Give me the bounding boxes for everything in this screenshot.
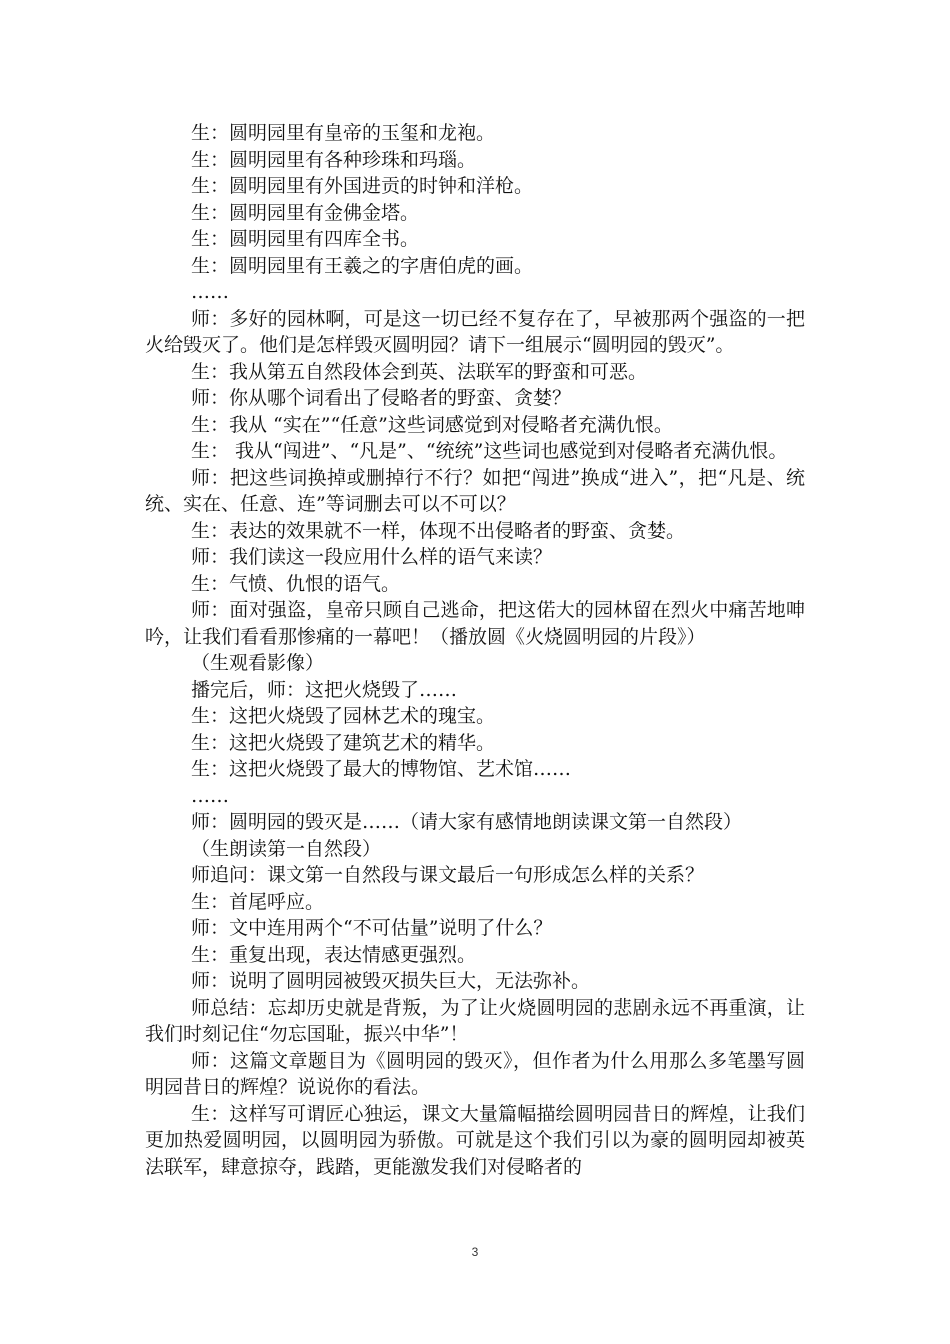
paragraph: 生： 我从“闯进”、“凡是”、“统统”这些词也感觉到对侵略者充满仇恨。 [191, 440, 788, 462]
paragraph: …… [191, 784, 229, 807]
paragraph: 生：重复出现，表达情感更强烈。 [191, 943, 477, 966]
paragraph: 生：我从 “实在”“任意”这些词感觉到对侵略者充满仇恨。 [191, 413, 673, 436]
paragraph: 生：圆明园里有金佛金塔。 [191, 201, 420, 224]
paragraph: 师总结：忘却历史就是背叛，为了让火烧圆明园的悲剧永远不再重演，让我们时刻记住“勿忘国耻，振兴中华”！ [145, 996, 805, 1045]
paragraph: 生：我从第五自然段体会到英、法联军的野蛮和可恶。 [191, 360, 648, 383]
paragraph: 生：圆明园里有各种珍珠和玛瑙。 [191, 148, 477, 171]
paragraph: 师：说明了圆明园被毁灭损失巨大，无法弥补。 [191, 970, 591, 992]
page-number: 3 [471, 1245, 479, 1259]
paragraph: 生：圆明园里有王羲之的字唐伯虎的画。 [191, 254, 534, 277]
paragraph: 生：表达的效果就不一样，体现不出侵略者的野蛮、贪婪。 [191, 519, 686, 542]
paragraph: 师：把这些词换掉或删掉行不行？如把“闯进”换成“进入”，把“凡是、统统、实在、任意、连”等词删去可以不可以？ [145, 466, 805, 515]
paragraph: 师追问：课文第一自然段与课文最后一句形成怎么样的关系？ [191, 864, 705, 886]
paragraph: （生朗读第一自然段） [191, 837, 382, 860]
paragraph: 生：这把火烧毁了园林艺术的瑰宝。 [191, 705, 496, 727]
paragraph: 生：圆明园里有皇帝的玉玺和龙袍。 [191, 122, 496, 144]
paragraph: 生：气愤、仇恨的语气。 [191, 572, 401, 595]
paragraph: 师：我们读这一段应用什么样的语气来读？ [191, 546, 553, 568]
document-body [145, 120, 805, 1180]
paragraph: 生：这样写可谓匠心独运，课文大量篇幅描绘圆明园昔日的辉煌，让我们更加热爱圆明园，以圆明园为骄傲。可就是这个我们引以为豪的圆明园却被英法联军，肆意掠夺，践踏，更能激发我们对侵略者的 [145, 1102, 805, 1178]
paragraph: 生：首尾呼应。 [191, 890, 325, 913]
paragraph: 生：圆明园里有外国进贡的时钟和洋枪。 [191, 175, 534, 197]
paragraph: 生：这把火烧毁了最大的博物馆、艺术馆…… [191, 758, 572, 780]
paragraph: 师：你从哪个词看出了侵略者的野蛮、贪婪？ [191, 387, 572, 409]
paragraph: 播完后，师：这把火烧毁了…… [191, 678, 458, 701]
paragraph: 师：面对强盗，皇帝只顾自己逃命，把这偌大的园林留在烈火中痛苦地呻吟，让我们看看那惨痛的一幕吧！（播放圆《火烧圆明园的片段》） [145, 599, 805, 648]
paragraph: 师：圆明园的毁灭是……（请大家有感情地朗读课文第一自然段） [191, 811, 743, 833]
paragraph: （生观看影像） [191, 652, 325, 674]
paragraph: 师：多好的园林啊，可是这一切已经不复存在了，早被那两个强盗的一把火给毁灭了。他们是怎样毁灭圆明园？请下一组展示“圆明园的毁灭”。 [145, 307, 805, 356]
paragraph: 生：圆明园里有四库全书。 [191, 228, 420, 250]
paragraph: …… [191, 281, 229, 303]
paragraph: 生：这把火烧毁了建筑艺术的精华。 [191, 731, 496, 754]
paragraph: 师：这篇文章题目为《圆明园的毁灭》，但作者为什么用那么多笔墨写圆明园昔日的辉煌？说说你的看法。 [145, 1049, 805, 1098]
paragraph: 师：文中连用两个“不可估量”说明了什么？ [191, 917, 553, 939]
